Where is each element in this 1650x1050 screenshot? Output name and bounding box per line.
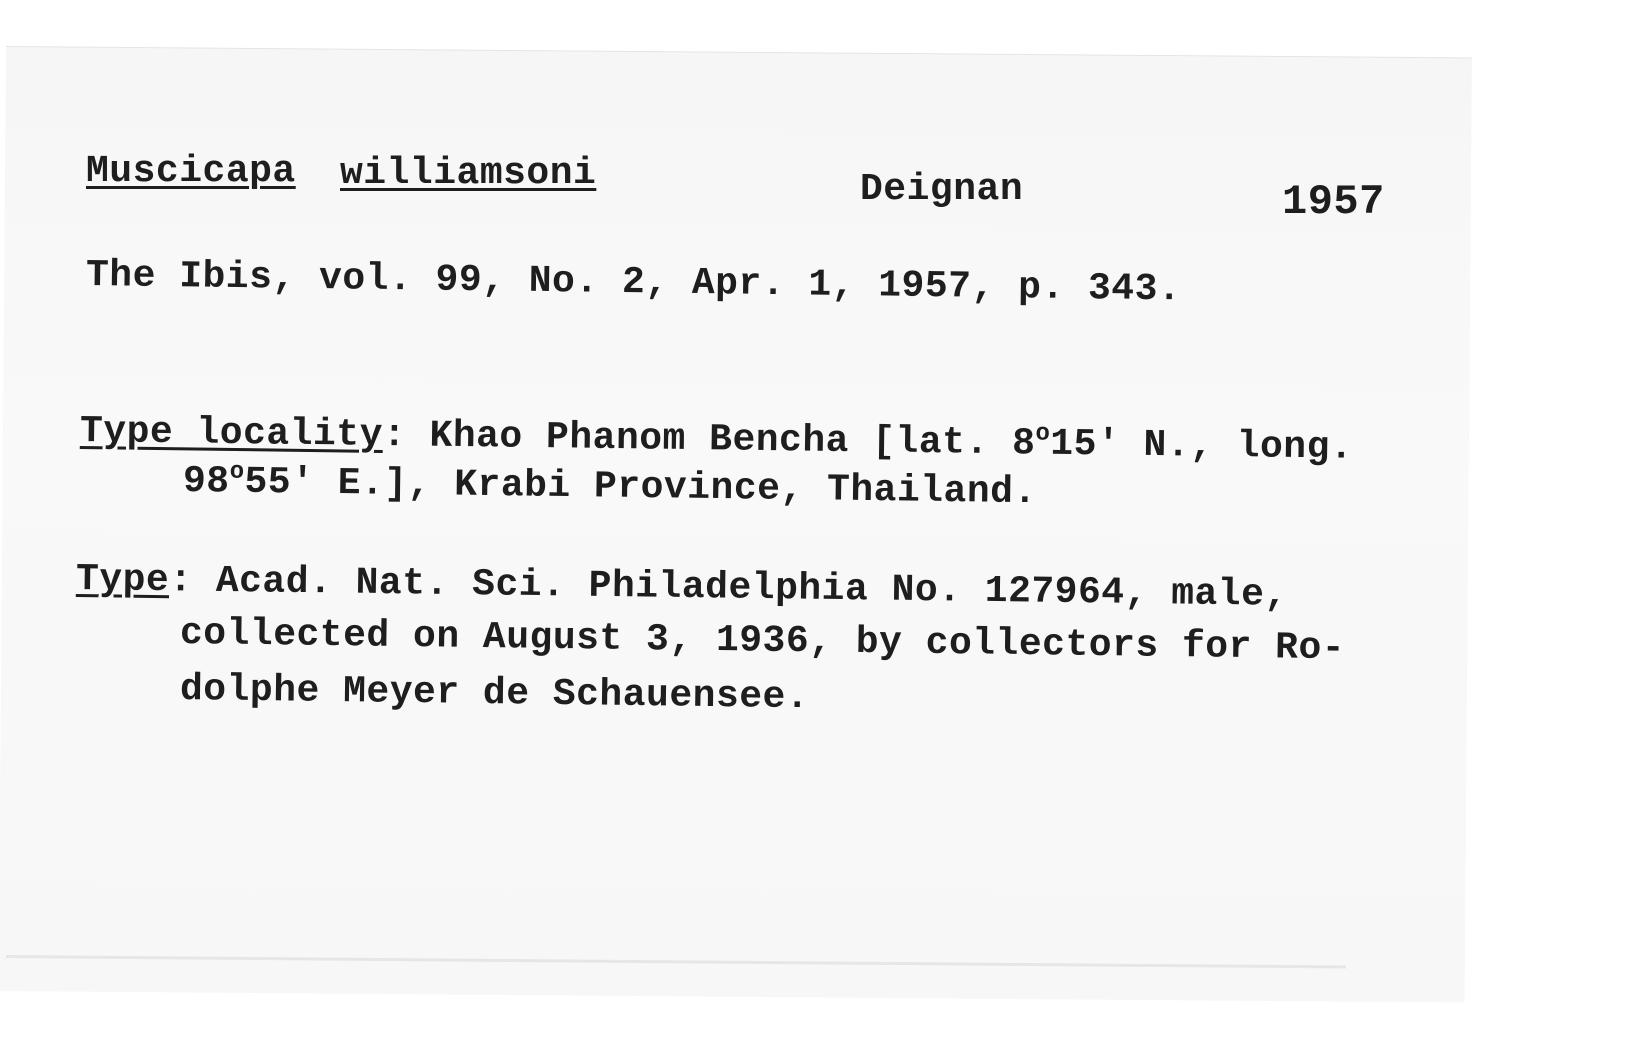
type-locality-text-1b: 15' N., long. <box>1049 422 1354 470</box>
type-label: Type <box>75 558 170 603</box>
type-locality-text-2a: 98 <box>182 460 230 504</box>
type-locality-separator: : <box>382 413 407 458</box>
type-line-3: dolphe Meyer de Schauensee. <box>179 668 810 720</box>
degree-mark: o <box>1035 420 1051 448</box>
citation-line: The Ibis, vol. 99, No. 2, Apr. 1, 1957, p. 343. <box>85 254 1182 312</box>
type-text-1: Acad. Nat. Sci. Philadelphia No. 127964, male, <box>192 559 1288 617</box>
author-name: Deignan <box>860 168 1024 211</box>
species-name: williamsoni <box>340 152 597 195</box>
type-separator: : <box>168 559 193 603</box>
type-locality-label: Type locality <box>79 410 384 457</box>
type-locality-text-1a: Khao Phanom Bencha [lat. 8 <box>405 414 1036 466</box>
type-locality-text-2b: 55' E.], Krabi Province, Thailand. <box>244 460 1038 515</box>
publication-year: 1957 <box>1282 178 1385 226</box>
genus-name: Muscicapa <box>86 150 296 193</box>
type-line-2: collected on August 3, 1936, by collectors for Ro- <box>179 612 1346 671</box>
degree-mark: o <box>229 458 245 486</box>
